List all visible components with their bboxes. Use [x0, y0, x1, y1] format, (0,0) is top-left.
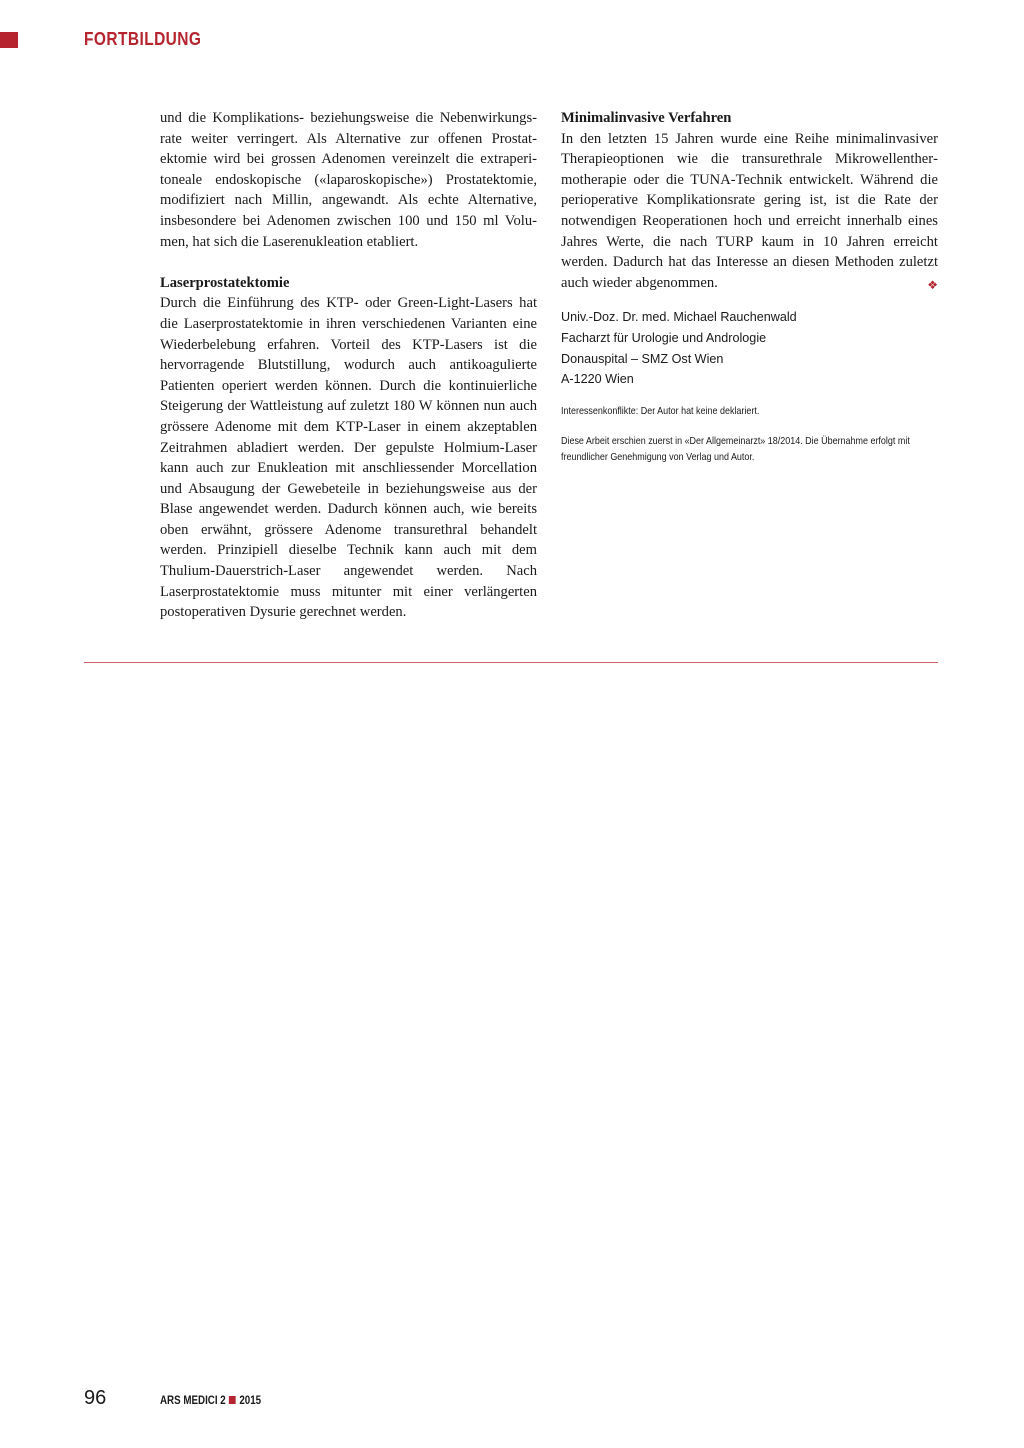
section-title: FORTBILDUNG [84, 29, 202, 49]
section-divider [84, 662, 938, 663]
conflict-of-interest-note: Interessenkonflikte: Der Autor hat keine deklariert. [561, 405, 760, 417]
left-column [160, 108, 537, 623]
author-title: Facharzt für Urologie und Andrologie [561, 330, 767, 345]
body-paragraph: Durch die Einführung des KTP- oder Green-Light-Lasers hat die Laserprostatektomie in ihren verschiedenen Varianten eine Wiederbelebung erfahren. Vorteil des KTP-Lasers ist die hervorragende Blutstillung, wodurch auch antikoagulierte Patienten operiert werden können. Durch die kontinuierliche Steigerung der Wattleistung auf zuletzt 180 W können nun auch grössere Adenome mit dem KTP-Laser in einem akzeptablen Zeitrahmen abladiert werden. Der gepulste Holmium-Laser kann auch zur Enukleation mit anschliessender Morcellation und Absaugung der Gewebeteile in beziehungsweise aus der Blase angewendet werden. Dadurch können auch, wie bereits oben erwähnt, grössere Adenome transurethral behandelt werden. Prinzipiell dieselbe Technik kann auch mit dem Thulium-Dauerstrich-Laser angewendet werden. Nach Laserprostatektomie muss mitunter mit einer verlängerten postoperativen Dysurie gerechnet werden. [160, 295, 537, 621]
body-paragraph: und die Komplikations- beziehungsweise die Nebenwirkungsrate weiter verringert. Als Alternative zur offenen Prostatektomie wird bei grossen Adenomen vereinzelt die extraperitoneale endoskopische («laparoskopische») Prostatektomie, modifiziert nach Millin, angewandt. Als echte Alternative, insbesondere bei Adenomen zwischen 100 und 150 ml Volumen, hat sich die Laserenukleation etabliert. [160, 110, 537, 250]
journal-name: ARS MEDICI 2 [160, 1395, 226, 1407]
end-of-article-icon: ❖ [927, 277, 938, 292]
journal-footer [160, 1395, 261, 1407]
body-text: In den letzten 15 Jahren wurde eine Reihe minimalinvasiver Therapieoptionen wie die transurethrale Mikrowellenthermotherapie oder die TUNA-Technik entwickelt. Während die perioperative Komplikationsrate gering ist, ist die Rate der notwendigen Reoperationen hoch und erreicht innerhalb eines Jahres Werte, die nach TURP kaum in 10 Jahren erreicht werden. Dadurch hat das Interesse an diesen Methoden zuletzt auch wieder abgenommen. [561, 130, 938, 291]
author-name: Univ.-Doz. Dr. med. Michael Rauchenwald [561, 310, 797, 325]
footer-accent-square [229, 1396, 236, 1404]
header-accent-square [0, 32, 18, 48]
section-heading-minimalinvasive: Minimalinvasive Verfahren [561, 110, 732, 126]
page-number: 96 [84, 1387, 107, 1409]
journal-year: 2015 [239, 1395, 262, 1407]
source-note: Diese Arbeit erschien zuerst in «Der Allgemeinarzt» 18/2014. Die Übernahme erfolgt mit freundlicher Genehmigung von Verlag und Autor. [561, 435, 910, 463]
author-block [561, 307, 938, 389]
right-column [561, 108, 938, 466]
author-institution: Donauspital – SMZ Ost Wien [561, 351, 724, 366]
section-heading-laserprostatektomie: Laserprostatektomie [160, 274, 290, 291]
body-paragraph [561, 129, 938, 294]
author-address: A-1220 Wien [561, 372, 634, 387]
